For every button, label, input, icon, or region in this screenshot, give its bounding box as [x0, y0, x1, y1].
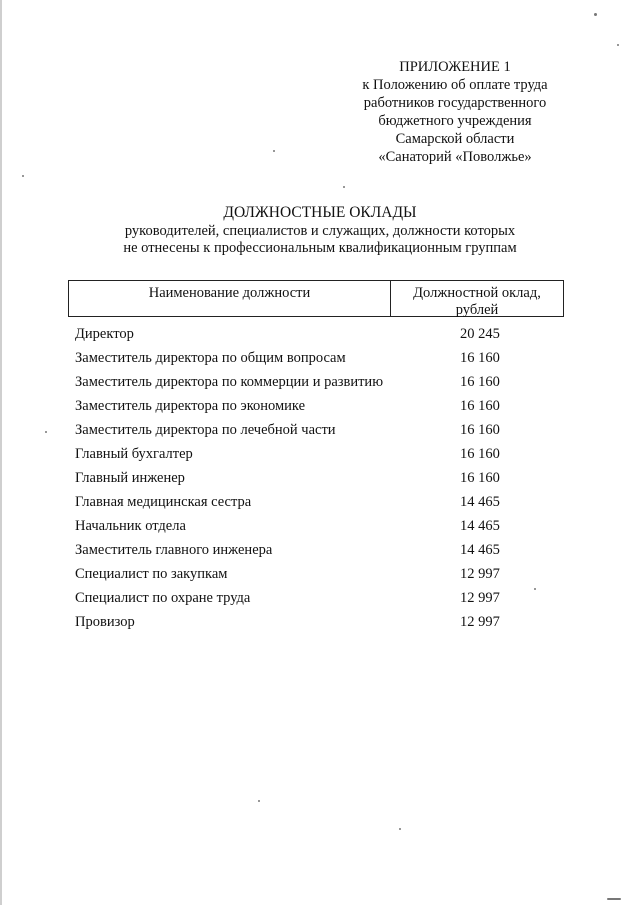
salary-table-body: [75, 326, 545, 631]
appendix-line: работников государственного: [363, 95, 547, 111]
scan-speck: [258, 800, 260, 802]
salary-value: 12 997: [460, 590, 500, 606]
position-name: Директор: [75, 326, 134, 342]
table-row: [75, 566, 545, 583]
scan-edge: [0, 0, 2, 905]
document-title: ДОЛЖНОСТНЫЕ ОКЛАДЫ: [223, 204, 417, 221]
table-row: [75, 494, 545, 511]
table-row: [75, 590, 545, 607]
position-name: Заместитель директора по экономике: [75, 398, 306, 414]
position-name: Начальник отдела: [75, 518, 186, 534]
column-header-salary: [391, 281, 563, 316]
table-row: [75, 326, 545, 343]
scan-speck: [22, 175, 24, 177]
scan-speck: [594, 13, 597, 16]
document-subtitle-line: руководителей, специалистов и служащих, должности которых: [124, 223, 516, 239]
position-name: Заместитель директора по коммерции и развитию: [75, 374, 384, 390]
table-row: [75, 398, 545, 415]
heading-block: [40, 204, 600, 257]
appendix-line: к Положению об оплате труда: [362, 77, 548, 93]
scan-speck: [399, 828, 401, 830]
salary-value: 14 465: [460, 518, 500, 534]
position-name: Заместитель директора по общим вопросам: [75, 350, 346, 366]
salary-value: 16 160: [460, 470, 500, 486]
document-subtitle-line: не отнесены к профессиональным квалификационным группам: [123, 240, 517, 256]
table-row: [75, 614, 545, 631]
scan-speck: [45, 431, 47, 433]
table-row: [75, 542, 545, 559]
table-row: [75, 518, 545, 535]
table-row: [75, 422, 545, 439]
scan-speck: [273, 150, 275, 152]
salary-value: 14 465: [460, 542, 500, 558]
salary-value: 12 997: [460, 566, 500, 582]
table-row: [75, 350, 545, 367]
salary-value: 16 160: [460, 446, 500, 462]
table-row: [75, 446, 545, 463]
appendix-line: бюджетного учреждения: [378, 113, 532, 129]
position-name: Главный бухгалтер: [75, 446, 193, 462]
salary-value: 16 160: [460, 398, 500, 414]
scan-speck: [534, 588, 536, 590]
table-header: [68, 280, 564, 317]
salary-value: 20 245: [460, 326, 500, 342]
appendix-line: Самарской области: [395, 131, 515, 147]
column-header-salary-line: Должностной оклад,: [413, 285, 541, 301]
salary-value: 16 160: [460, 350, 500, 366]
position-name: Заместитель директора по лечебной части: [75, 422, 336, 438]
table-row: [75, 470, 545, 487]
position-name: Главный инженер: [75, 470, 185, 486]
position-name: Провизор: [75, 614, 135, 630]
appendix-block: [330, 58, 580, 166]
appendix-line: ПРИЛОЖЕНИЕ 1: [399, 59, 511, 75]
salary-value: 12 997: [460, 614, 500, 630]
position-name: Заместитель главного инженера: [75, 542, 273, 558]
scan-speck: [607, 898, 621, 900]
position-name: Главная медицинская сестра: [75, 494, 252, 510]
scan-speck: [617, 44, 619, 46]
position-name: Специалист по охране труда: [75, 590, 251, 606]
column-header-name: Наименование должности: [69, 281, 391, 316]
column-header-salary-line: рублей: [455, 302, 499, 318]
scan-speck: [343, 186, 345, 188]
appendix-line: «Санаторий «Поволжье»: [378, 149, 532, 165]
salary-value: 16 160: [460, 374, 500, 390]
salary-value: 14 465: [460, 494, 500, 510]
position-name: Специалист по закупкам: [75, 566, 228, 582]
salary-value: 16 160: [460, 422, 500, 438]
table-row: [75, 374, 545, 391]
